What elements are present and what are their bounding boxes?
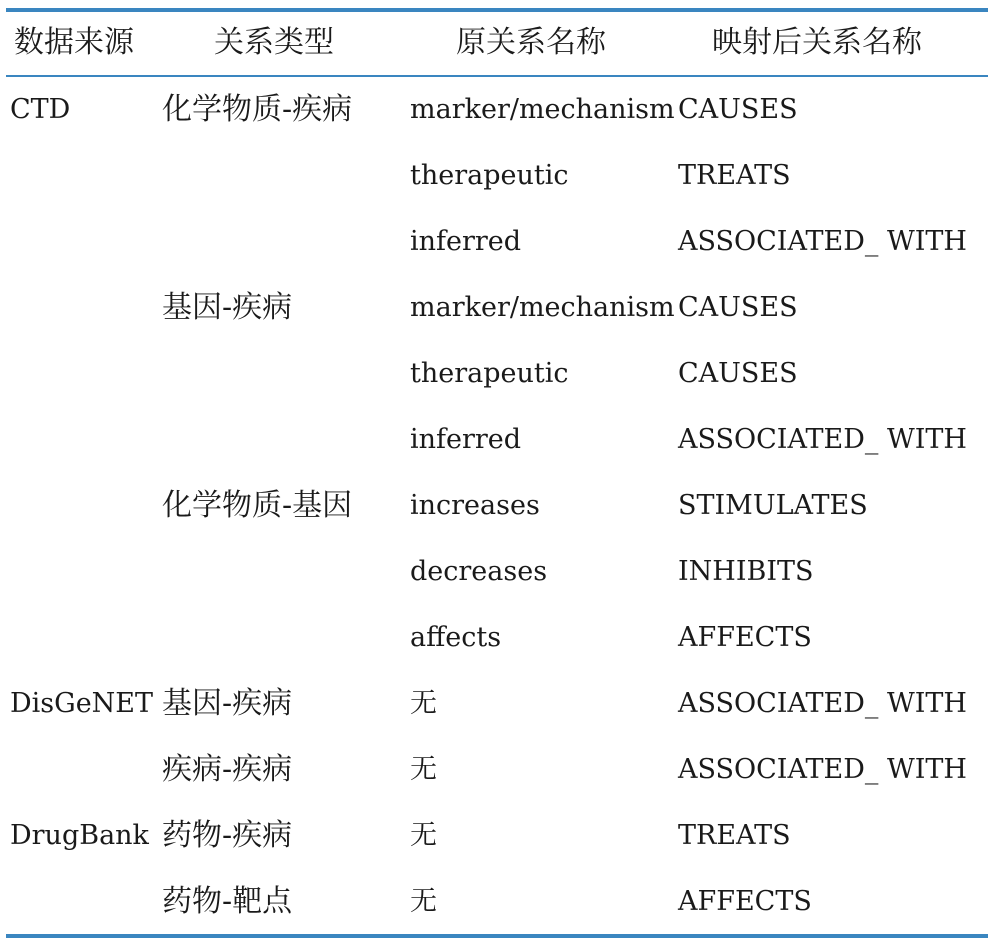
cell-original-name: inferred: [410, 226, 522, 257]
cell-original-name: 无: [410, 754, 437, 785]
cell-source: DrugBank: [10, 820, 149, 851]
table-row: [0, 209, 992, 275]
cell-relation-type: 化学物质-基因: [162, 488, 353, 523]
table-row: [0, 143, 992, 209]
cell-relation-type: 化学物质-疾病: [162, 92, 353, 127]
cell-relation-type: 基因-疾病: [162, 686, 293, 721]
cell-mapped-name: TREATS: [678, 820, 791, 851]
cell-relation-type: 药物-疾病: [162, 818, 293, 853]
cell-relation-type: 基因-疾病: [162, 290, 293, 325]
cell-original-name: marker/mechanism: [410, 292, 675, 323]
cell-mapped-name: TREATS: [678, 160, 791, 191]
header-mapped-name: 映射后关系名称: [712, 25, 922, 60]
cell-source: CTD: [10, 94, 71, 125]
cell-original-name: marker/mechanism: [410, 94, 675, 125]
cell-original-name: 无: [410, 886, 437, 917]
cell-mapped-name: CAUSES: [678, 358, 798, 389]
cell-original-name: affects: [410, 622, 502, 653]
cell-source: DisGeNET: [10, 688, 154, 719]
cell-mapped-name: ASSOCIATED_ WITH: [678, 688, 967, 719]
header-source: 数据来源: [14, 25, 134, 60]
cell-relation-type: 疾病-疾病: [162, 752, 293, 787]
table-row: [0, 869, 992, 935]
table-row: [0, 803, 992, 869]
header-original-name: 原关系名称: [456, 25, 606, 60]
cell-relation-type: 药物-靶点: [162, 884, 293, 919]
table-row: [0, 341, 992, 407]
cell-mapped-name: AFFECTS: [678, 622, 812, 653]
table-top-rule: [6, 8, 988, 12]
table-row: [0, 473, 992, 539]
header-relation-type: 关系类型: [214, 25, 334, 60]
table-row: [0, 407, 992, 473]
table-row: [0, 539, 992, 605]
cell-original-name: decreases: [410, 556, 548, 587]
cell-original-name: inferred: [410, 424, 522, 455]
cell-original-name: 无: [410, 688, 437, 719]
cell-original-name: 无: [410, 820, 437, 851]
cell-mapped-name: CAUSES: [678, 94, 798, 125]
table-row: [0, 605, 992, 671]
cell-mapped-name: INHIBITS: [678, 556, 814, 587]
cell-original-name: increases: [410, 490, 540, 521]
cell-mapped-name: ASSOCIATED_ WITH: [678, 226, 967, 257]
table-row: [0, 275, 992, 341]
cell-original-name: therapeutic: [410, 160, 569, 191]
cell-mapped-name: CAUSES: [678, 292, 798, 323]
table-row: [0, 671, 992, 737]
cell-mapped-name: ASSOCIATED_ WITH: [678, 754, 967, 785]
table-row: [0, 77, 992, 143]
table-bottom-rule: [6, 934, 988, 938]
cell-mapped-name: ASSOCIATED_ WITH: [678, 424, 967, 455]
cell-original-name: therapeutic: [410, 358, 569, 389]
cell-mapped-name: AFFECTS: [678, 886, 812, 917]
table-row: [0, 737, 992, 803]
cell-mapped-name: STIMULATES: [678, 490, 868, 521]
